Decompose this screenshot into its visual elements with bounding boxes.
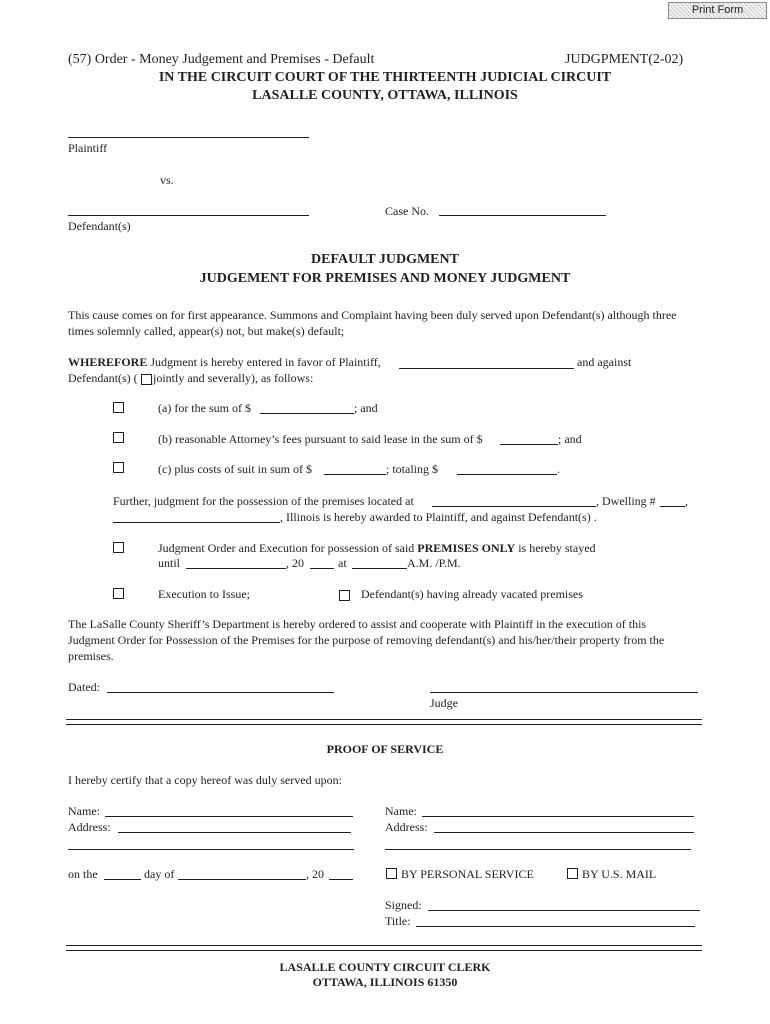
dated-label: Dated:	[68, 680, 100, 694]
and-against-label: and against	[577, 355, 632, 369]
form-title: (57) Order - Money Judgement and Premises - Default	[68, 52, 375, 67]
service-day-field[interactable]	[104, 879, 141, 880]
title-field[interactable]	[416, 926, 695, 927]
signed-label: Signed:	[385, 898, 422, 912]
item-c-checkbox[interactable]	[113, 462, 124, 473]
item-a-checkbox[interactable]	[113, 402, 124, 413]
case-no-field[interactable]	[439, 215, 606, 216]
address-field-right-2[interactable]	[385, 849, 691, 850]
stay-year-field[interactable]	[310, 568, 334, 569]
execution-label: Execution to Issue;	[158, 587, 250, 601]
until-label: until	[158, 556, 181, 570]
vs-label: vs.	[160, 173, 174, 187]
premises-address-field[interactable]	[432, 506, 596, 507]
service-month-field[interactable]	[178, 879, 306, 880]
address-field-left[interactable]	[118, 832, 351, 833]
item-c-label: (c) plus costs of suit in sum of $	[158, 462, 312, 476]
stay-checkbox[interactable]	[113, 542, 124, 553]
year-label: , 20	[286, 556, 304, 570]
print-form-button[interactable]: Print Form	[668, 2, 767, 19]
item-c-total-field[interactable]	[457, 474, 557, 475]
court-county: LASALLE COUNTY, OTTAWA, ILLINOIS	[252, 88, 518, 103]
item-b-label: (b) reasonable Attorney’s fees pursuant to said lease in the sum of $	[158, 432, 483, 446]
stay-time-field[interactable]	[352, 568, 407, 569]
at-label: at	[338, 556, 347, 570]
footer-divider	[66, 945, 702, 951]
address-label-right: Address:	[385, 820, 428, 834]
item-b-amount-field[interactable]	[500, 444, 558, 445]
item-b-post: ; and	[558, 432, 582, 446]
appearance-text: This cause comes on for first appearance. Summons and Complaint having been duly served upon Defendant(s) although three	[68, 308, 677, 322]
premises-city-field[interactable]	[113, 522, 280, 523]
name-field-left[interactable]	[105, 816, 353, 817]
jointly-label: jointly and severally), as follows:	[153, 371, 314, 385]
us-mail-label: BY U.S. MAIL	[582, 867, 657, 881]
name-label-left: Name:	[68, 804, 100, 818]
stay-until-field[interactable]	[186, 568, 286, 569]
sheriff-text-end: premises.	[68, 649, 114, 663]
defendant-field[interactable]	[68, 215, 309, 216]
plaintiff-field[interactable]	[68, 137, 309, 138]
clerk-address: OTTAWA, ILLINOIS 61350	[312, 975, 458, 989]
certify-text: I hereby certify that a copy hereof was duly served upon:	[68, 773, 342, 787]
clerk-name: LASALLE COUNTY CIRCUIT CLERK	[279, 960, 491, 974]
address-label-left: Address:	[68, 820, 111, 834]
name-field-right[interactable]	[422, 816, 694, 817]
dwelling-label: , Dwelling #	[596, 494, 656, 508]
jointly-checkbox[interactable]	[141, 374, 152, 385]
stay-text: Judgment Order and Execution for possession of said PREMISES ONLY is hereby stayed	[158, 541, 596, 555]
premises-label: Further, judgment for the possession of the premises located at	[113, 494, 414, 508]
item-a-label: (a) for the sum of $	[158, 401, 251, 415]
judgment-subtitle: JUDGEMENT FOR PREMISES AND MONEY JUDGMENT	[199, 271, 571, 286]
judge-signature-field[interactable]	[430, 692, 698, 693]
ampm-label: A.M. /P.M.	[407, 556, 461, 570]
item-a-amount-field[interactable]	[260, 413, 354, 414]
name-label-right: Name:	[385, 804, 417, 818]
item-a-post: ; and	[354, 401, 378, 415]
wherefore-text: WHEREFORE Judgment is hereby entered in favor of Plaintiff,	[68, 355, 381, 369]
judge-label: Judge	[430, 696, 458, 710]
personal-service-checkbox[interactable]	[386, 868, 397, 879]
item-c-mid: ; totaling $	[386, 462, 438, 476]
personal-service-label: BY PERSONAL SERVICE	[401, 867, 534, 881]
illinois-awarded-text: , Illinois is hereby awarded to Plaintiff, and against Defendant(s) .	[280, 510, 597, 524]
address-field-left-2[interactable]	[68, 849, 354, 850]
signed-field[interactable]	[428, 910, 700, 911]
on-the-label: on the	[68, 867, 98, 881]
court-name: IN THE CIRCUIT COURT OF THE THIRTEENTH JUDICIAL CIRCUIT	[158, 70, 612, 85]
item-c-costs-field[interactable]	[324, 474, 386, 475]
sheriff-text: The LaSalle County Sheriff’s Department is hereby ordered to assist and cooperate with Plaintiff in the execution of this	[68, 617, 647, 631]
sheriff-text-cont: Judgment Order for Possession of the Premises for the purpose of removing defendant(s) and his/her/their property from the	[68, 633, 665, 647]
dwelling-post: ,	[685, 494, 688, 508]
dwelling-number-field[interactable]	[660, 506, 685, 507]
plaintiff-label: Plaintiff	[68, 141, 108, 155]
defendants-prefix: Defendant(s) (	[68, 371, 138, 385]
appearance-text-cont: times solemnly called, appear(s) not, but make(s) default;	[68, 324, 345, 338]
item-b-checkbox[interactable]	[113, 432, 124, 443]
us-mail-checkbox[interactable]	[567, 868, 578, 879]
day-of-label: day of	[144, 867, 175, 881]
form-code: JUDGPMENT(2-02)	[565, 52, 684, 67]
vacated-label: Defendant(s) having already vacated premises	[361, 587, 583, 601]
title-label: Title:	[385, 914, 411, 928]
defendant-label: Defendant(s)	[68, 219, 131, 233]
proof-title: PROOF OF SERVICE	[326, 742, 444, 756]
service-year-field[interactable]	[329, 879, 353, 880]
dated-field[interactable]	[107, 692, 334, 693]
execution-checkbox[interactable]	[113, 588, 124, 599]
item-c-post: .	[557, 462, 560, 476]
service-year-label: , 20	[306, 867, 324, 881]
section-divider	[66, 719, 702, 725]
plaintiff-favor-field[interactable]	[399, 368, 574, 369]
case-no-label: Case No.	[385, 204, 429, 218]
address-field-right[interactable]	[434, 832, 694, 833]
vacated-checkbox[interactable]	[339, 590, 350, 601]
judgment-title: DEFAULT JUDGMENT	[311, 252, 459, 267]
